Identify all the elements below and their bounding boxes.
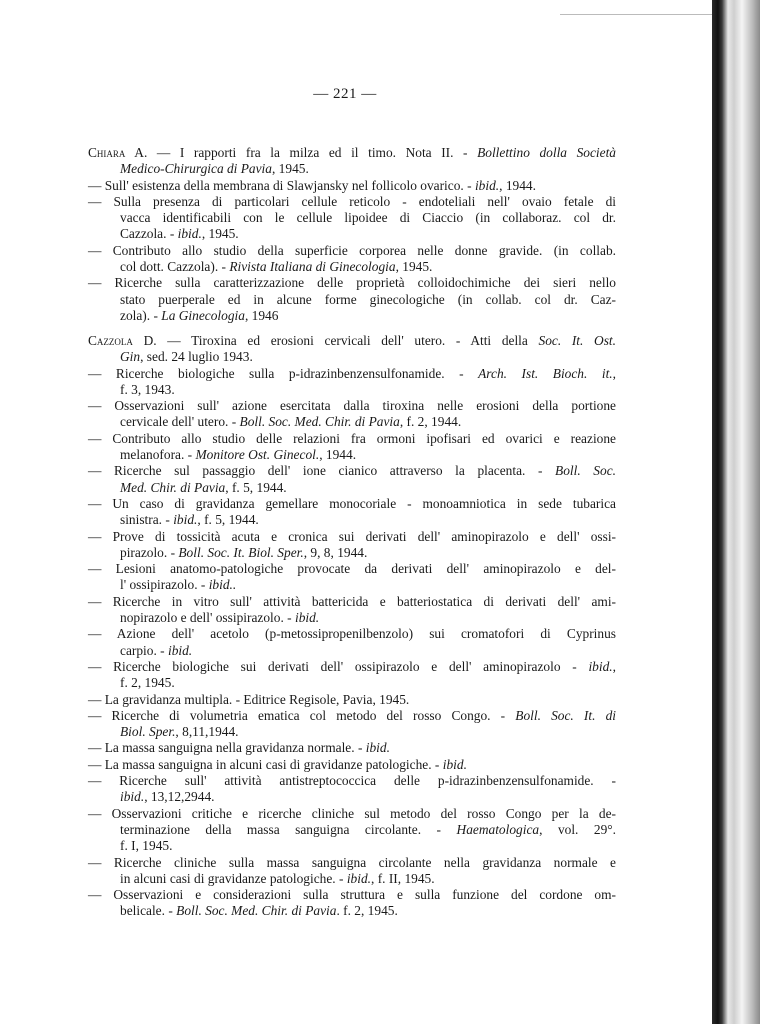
entry-line [88,194,616,210]
citation-source: Med. Chir. di Pavia [120,479,226,495]
entry-line [88,496,616,512]
entry-line [88,210,616,226]
entry-line [88,259,616,275]
entry-text: in alcuni casi di gravidanze patologiche. - [120,870,347,886]
bibliography-chiara [88,145,616,324]
entry-line [88,757,616,773]
entry-text: — Ricerche di volumetria ematica col metodo del rosso Congo. - [88,707,516,723]
entry-line [88,349,616,365]
bibliography-entry [88,855,616,888]
entry-line [88,145,616,161]
entry-line [88,545,616,561]
citation-source: Boll. Soc. Med. Chir. di Pavia [239,414,400,430]
bibliography-entry [88,561,616,594]
entry-text: , sed. 24 luglio 1943. [140,349,253,365]
entry-text: — Prove di tossicità acuta e cronica sui derivati dell' aminopirazolo e dell' ossi- [88,528,616,544]
citation-source: Boll. Soc. Med. Chir. di Pavia [176,903,337,919]
entry-text: , 9, 8, 1944. [303,544,368,560]
entry-text: — Ricerche sulla caratterizzazione delle proprietà colloidochimiche dei sieri nello [88,275,616,291]
entry-text: melanofora. - [120,447,196,463]
bibliography-entry [88,366,616,399]
citation-source: ibid. [177,226,202,242]
bibliography-entry [88,757,616,773]
bibliography-entry [88,194,616,243]
citation-source: Monitore Ost. Ginecol. [195,447,320,463]
entry-text: sinistra. - [120,512,174,528]
entry-text: col dott. Cazzola). - [120,259,230,275]
entry-line [88,226,616,242]
bibliography-entry [88,740,616,756]
bibliography-entry [88,887,616,920]
entry-text: cervicale dell' utero. - [120,414,240,430]
entry-text: — Ricerche cliniche sulla massa sanguigna circolante nella gravidanza normale e [88,854,616,870]
entry-text: , f. 5, 1944. [197,512,259,528]
bibliography-entry [88,529,616,562]
entry-line [88,292,616,308]
entry-line [88,855,616,871]
citation-source: ibid. [588,658,613,674]
entry-line [88,577,616,593]
bibliography-entry [88,243,616,276]
citation-source: Medico-Chirurgica di Pavia [120,161,272,177]
citation-source: ibid. [173,512,198,528]
citation-source: ibid.. [208,577,237,593]
bibliography-entry [88,496,616,529]
entry-text: — Osservazioni critiche e ricerche cliniche sul metodo del rosso Congo per la de- [88,805,616,821]
entry-text: , 1944. [499,177,536,193]
entry-line [88,740,616,756]
scan-edge-line [560,14,720,15]
entry-line [88,161,616,177]
entry-line [88,887,616,903]
entry-text: . f. 2, 1945. [336,903,398,919]
entry-text: pirazolo. - [120,544,179,560]
entry-line [88,431,616,447]
entry-text: — Contributo allo studio delle relazioni fra ormoni ipofisari ed ovarici e reazione [88,430,616,446]
citation-source: ibid. [120,789,145,805]
entry-line [88,447,616,463]
citation-source: ibid. [365,740,390,756]
entry-text: nopirazolo e dell' ossipirazolo. - [120,610,295,626]
citation-source: ibid. [167,642,193,658]
entry-text: f. I, 1945. [120,838,173,854]
entry-line [88,366,616,382]
citation-source: ibid. [346,870,371,886]
entry-line [88,789,616,805]
entry-text: — Ricerche sul passaggio dell' ione cianico attraverso la placenta. - [88,463,556,479]
entry-text: , f. 5, 1944. [225,479,287,495]
entry-text: carpio. - [120,642,168,658]
entry-line [88,724,616,740]
citation-source: Arch. Ist. Bioch. it. [478,365,613,381]
entry-line [88,626,616,642]
citation-source: Boll. Soc. [555,463,616,479]
entry-line [88,659,616,675]
author-name: Chiara [88,145,126,160]
entry-text: , 1944. [319,447,357,463]
citation-source: Boll. Soc. It. di [515,707,616,723]
entry-text: — Ricerche in vitro sull' attività battericida e batteriostatica di derivati dell' ami- [88,593,616,609]
entry-text: stato puerperale ed in alcune forme ginecologiche (in collab. col dr. Caz- [120,291,616,307]
entry-line [88,463,616,479]
citation-source: La Ginecologia [161,307,245,323]
bibliography-entry [88,773,616,806]
entry-line [88,838,616,854]
entry-text: , f. 2, 1944. [399,414,462,430]
entry-line [88,414,616,430]
entry-text: — Osservazioni e considerazioni sulla struttura e sulla funzione del cordone om- [88,887,616,903]
citation-source: ibid. [474,177,500,193]
entry-line [88,275,616,291]
entry-line [88,512,616,528]
bibliography-entry [88,431,616,464]
entry-text: , 13,12,2944. [144,789,215,805]
bibliography-entry [88,708,616,741]
entry-line [88,675,616,691]
entry-text: , [612,658,616,674]
citation-source: Haematologica [456,821,540,837]
citation-source: Rivista Italiana di Ginecologia [229,259,396,275]
bibliography-entry [88,806,616,855]
entry-text: — Osservazioni sull' azione esercitata dalla tiroxina nelle erosioni della portione [88,398,616,414]
bibliography-entry [88,692,616,708]
citation-source: Soc. It. Ost. [538,333,616,348]
entry-text: , vol. 29°. [539,821,616,837]
entry-text: — La massa sanguigna nella gravidanza normale. - [88,740,366,756]
entry-text: — Azione dell' acetolo (p-metossipropenilbenzolo) sui cromatofori di Cyprinus [88,626,616,642]
entry-text: A. — I rapporti fra la milza ed il timo. Nota II. - [125,145,478,160]
citation-source: Boll. Soc. It. Biol. Sper. [178,544,304,560]
entry-line [88,382,616,398]
bibliography-entry [88,145,616,178]
entry-text: belicale. - [120,903,177,919]
entry-line [88,692,616,708]
entry-text: — Sulla presenza di particolari cellule reticolo - endoteliali nell' ovaio fetale di [88,193,616,209]
entry-text: , f. II, 1945. [371,870,435,886]
bibliography-entry [88,398,616,431]
entry-text: f. 3, 1943. [120,381,175,397]
page-number: — 221 — [313,86,377,102]
entry-text: — Sull' esistenza della membrana di Slawjansky nel follicolo ovarico. - [88,177,475,193]
entry-line [88,773,616,789]
entry-text: , 1945. [271,161,309,177]
entry-line [88,871,616,887]
entry-line [88,480,616,496]
entry-line [88,398,616,414]
entry-line [88,610,616,626]
entry-text: D. — Tiroxina ed erosioni cervicali dell' utero. - Atti della [132,333,539,348]
entry-text: , 1946 [244,307,279,323]
bibliography-entry [88,178,616,194]
bibliography-entry [88,275,616,324]
citation-source: Biol. Sper. [120,724,176,740]
scan-binding-edge [712,0,760,1024]
entry-text: f. 2, 1945. [120,675,175,691]
bibliography-entry [88,333,616,366]
entry-line [88,178,616,194]
entry-text: , [612,365,617,381]
entry-text: zola). - [120,307,162,323]
entry-text: , 8,11,1944. [175,724,239,740]
entry-line [88,308,616,324]
entry-text: — Ricerche biologiche sui derivati dell' ossipirazolo e dell' aminopirazolo - [88,658,589,674]
entry-text: l' ossipirazolo. - [120,577,209,593]
entry-text: — La massa sanguigna in alcuni casi di gravidanze patologiche. - [88,756,443,772]
entry-line [88,903,616,919]
entry-text: — Lesioni anatomo-patologiche provocate da derivati dell' aminopirazolo e del- [88,561,616,577]
citation-source: Gin [120,349,141,365]
citation-source: ibid. [442,756,467,772]
entry-line [88,822,616,838]
entry-text: — La gravidanza multipla. - Editrice Regisole, Pavia, 1945. [88,691,410,707]
entry-line [88,643,616,659]
citation-source: ibid. [294,610,320,626]
bibliography-entry [88,594,616,627]
entry-text: — Ricerche biologiche sulla p-idrazinbenzensulfonamide. - [88,365,479,381]
entry-line [88,333,616,349]
bibliography-cazzola [88,333,616,920]
bibliography-entry [88,463,616,496]
entry-text: terminazione della massa sanguigna circolante. - [120,821,457,837]
bibliography-entry [88,626,616,659]
entry-text: — Ricerche sull' attività antistreptococcica delle p-idrazinbenzensulfonamide. - [88,773,616,789]
author-name: Cazzola [88,333,133,348]
entry-text: — Un caso di gravidanza gemellare monocoriale - monoamniotica in sede tubarica [88,495,616,511]
entry-line [88,806,616,822]
entry-line [88,561,616,577]
entry-text: , 1945. [201,226,239,242]
entry-text: , 1945. [395,259,433,275]
entry-line [88,594,616,610]
entry-text: vacca identificabili con le cellule lipoidee di Ciaccio (in collaboraz. col dr. [120,210,616,226]
citation-source: Bollettino dolla Società [477,145,616,160]
bibliography-entry [88,659,616,692]
entry-text: Cazzola. - [120,226,178,242]
entry-text: — Contributo allo studio della superficie corporea nelle donne gravide. (in collab. [88,242,616,258]
entry-line [88,708,616,724]
entry-line [88,243,616,259]
entry-line [88,529,616,545]
